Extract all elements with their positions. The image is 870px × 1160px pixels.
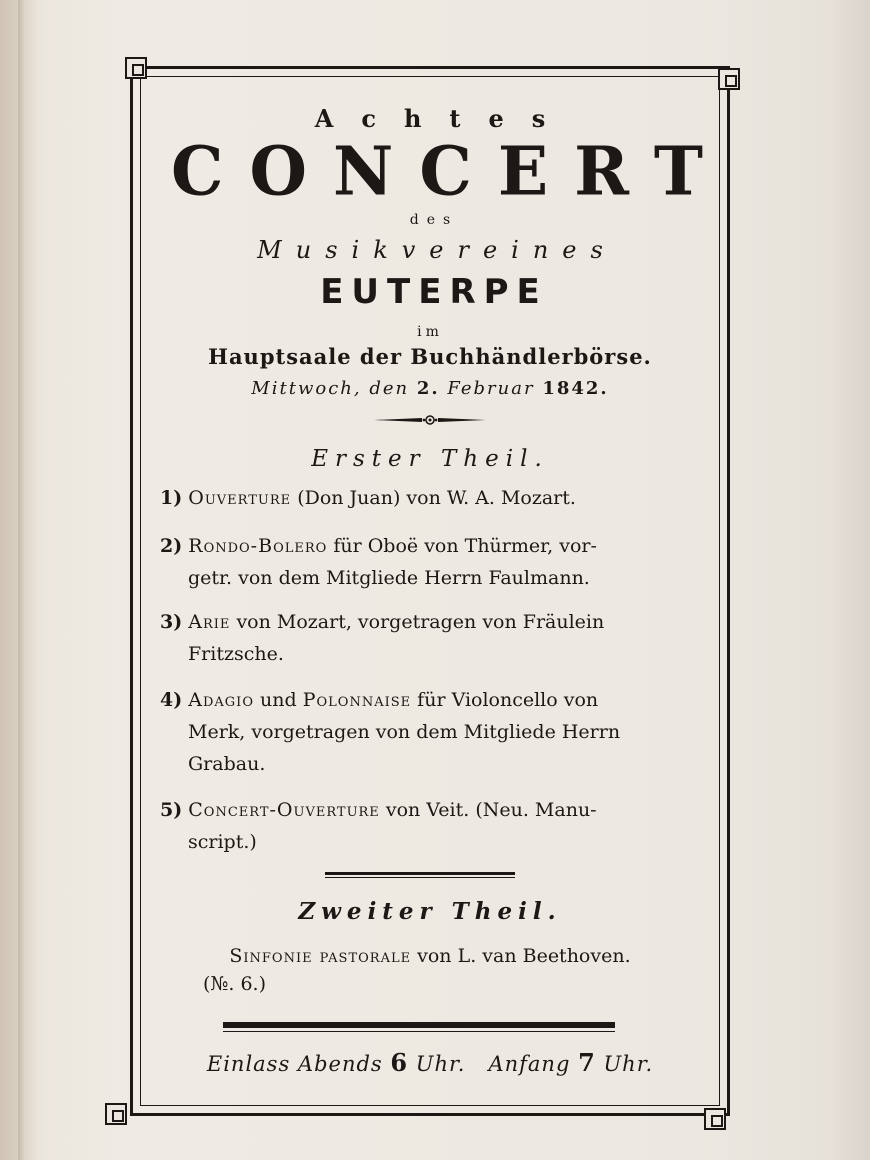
part2-text: von L. van Beethoven. (417, 945, 631, 967)
heading-euterpe: EUTERPE (320, 272, 548, 312)
anfang-uhr: Uhr. (603, 1052, 654, 1076)
divider-rule-heavy (223, 1022, 615, 1032)
item-number: 4) (160, 689, 183, 711)
programme-content (145, 80, 729, 1100)
paper-edge (18, 0, 24, 1160)
einlass-uhr: Uhr. (415, 1052, 466, 1076)
item-title: Arie (188, 611, 231, 633)
item-number: 5) (160, 799, 183, 821)
corner-ornament-top-left (125, 57, 147, 79)
heading-achtes: Achtes (314, 104, 574, 133)
item-continuation: getr. von dem Mitgliede Herrn Faulmann. (188, 567, 590, 589)
item-text: für Violoncello von (417, 689, 599, 711)
item-continuation-2: Grabau. (188, 753, 266, 775)
item-title: Concert-Ouverture (188, 799, 380, 821)
anfang-label: Anfang (488, 1052, 571, 1076)
item-title-2: Polonnaise (302, 689, 412, 711)
item-text: für Oboë von Thürmer, vor- (333, 535, 597, 557)
heading-concert: CONCERT (171, 131, 729, 211)
date-month: Februar (447, 378, 535, 399)
item-continuation: script.) (188, 831, 257, 853)
programme-item-1 (160, 482, 705, 514)
corner-ornament-bottom-right (704, 1108, 726, 1130)
heading-musikvereines: Musikvereines (257, 236, 617, 264)
item-title: Adagio (188, 689, 254, 711)
item-number: 2) (160, 535, 183, 557)
programme-item-5 (160, 794, 705, 858)
divider-rule (325, 872, 515, 878)
footer-times (145, 1048, 715, 1077)
divider-ornament-icon (372, 412, 488, 428)
item-number: 1) (160, 487, 183, 509)
item-text: von Mozart, vorgetragen von Fräulein (236, 611, 605, 633)
venue-line: Hauptsaale der Buchhändlerbörse. (208, 344, 652, 369)
item-continuation: Fritzsche. (188, 643, 284, 665)
item-text: (Don Juan) von W. A. Mozart. (297, 487, 576, 509)
item-number: 3) (160, 611, 183, 633)
einlass-time: 6 (390, 1048, 409, 1077)
heading-des: des (409, 212, 459, 228)
programme-item-4 (160, 684, 705, 780)
part2-work-line (145, 940, 715, 972)
corner-ornament-top-right (718, 68, 740, 90)
programme-item-3 (160, 606, 705, 670)
heading-im: im (417, 324, 443, 340)
date-year: 1842. (542, 378, 609, 399)
date-day: 2. (416, 378, 440, 399)
date-prefix: Mittwoch, den (251, 378, 410, 399)
item-title: Rondo-Bolero (188, 535, 328, 557)
anfang-time: 7 (578, 1048, 596, 1077)
part2-title: Zweiter Theil. (298, 898, 562, 925)
einlass-label: Einlass Abends (206, 1052, 383, 1076)
item-mid: und (260, 689, 297, 711)
programme-item-2 (160, 530, 705, 594)
date-line (145, 378, 715, 399)
item-text: von Veit. (Neu. Manu- (385, 799, 597, 821)
corner-ornament-bottom-left (105, 1103, 127, 1125)
part2-number: (№. 6.) (203, 973, 267, 995)
item-title: Ouverture (188, 487, 292, 509)
item-continuation: Merk, vorgetragen von dem Mitgliede Herrn (188, 721, 621, 743)
part2-work: Sinfonie pastorale (229, 945, 412, 967)
part1-title: Erster Theil. (311, 446, 549, 472)
